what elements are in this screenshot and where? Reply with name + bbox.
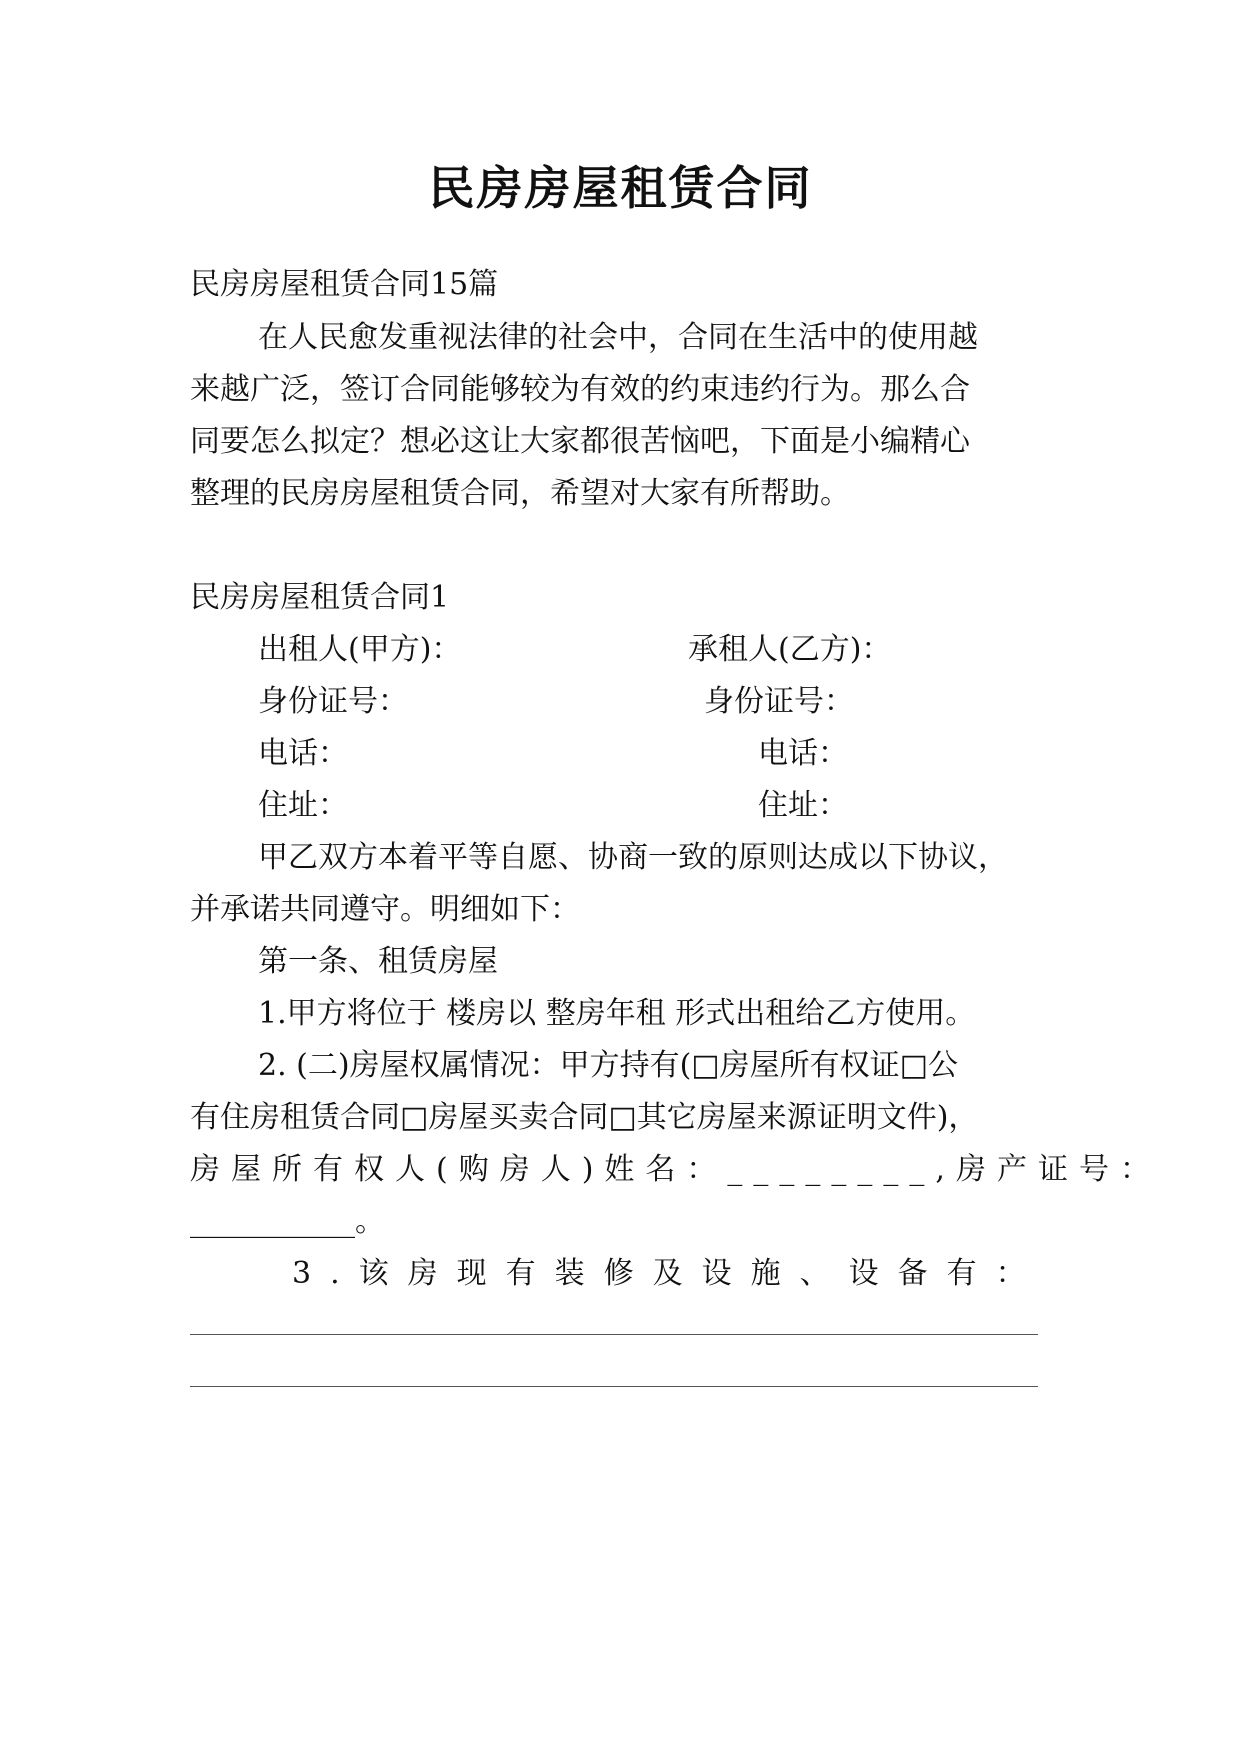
intro-line-3: 同要怎么拟定？想必这让大家都很苦恼吧，下面是小编精心 — [190, 424, 970, 459]
item-3: 3.该房现有装修及设施、设备有： — [292, 1256, 1045, 1291]
intro-line-1: 在人民愈发重视法律的社会中，合同在生活中的使用越 — [258, 320, 978, 355]
lessee-phone-label: 电话： — [758, 736, 848, 771]
item-2-line-2: 有住房租赁合同□房屋买卖合同□其它房屋来源证明文件)， — [190, 1100, 979, 1135]
blank-fill-line-2 — [190, 1386, 1038, 1387]
intro-line-2: 来越广泛，签订合同能够较为有效的约束违约行为。那么合 — [190, 372, 970, 407]
agreement-line-2: 并承诺共同遵守。明细如下： — [190, 892, 580, 927]
lessor-label: 出租人(甲方)： — [258, 632, 462, 667]
article-1-heading: 第一条、租赁房屋 — [258, 944, 498, 979]
lessee-label: 承租人(乙方)： — [688, 632, 892, 667]
lessor-id-label: 身份证号： — [258, 684, 408, 719]
lessor-address-label: 住址： — [258, 788, 348, 823]
intro-line-4: 整理的民房房屋租赁合同，希望对大家有所帮助。 — [190, 476, 850, 511]
document-title: 民房房屋租赁合同 — [428, 161, 813, 215]
agreement-line-1: 甲乙双方本着平等自愿、协商一致的原则达成以下协议， — [258, 840, 1008, 875]
item-1: 1.甲方将位于 楼房以 整房年租 形式出租给乙方使用。 — [258, 996, 976, 1031]
item-2-line-4: ___________。 — [190, 1204, 385, 1239]
item-2-line-1: 2. (二)房屋权属情况：甲方持有(□房屋所有权证□公 — [258, 1048, 958, 1083]
blank-fill-line-1 — [190, 1334, 1038, 1335]
lessee-address-label: 住址： — [758, 788, 848, 823]
lessor-phone-label: 电话： — [258, 736, 348, 771]
section-heading: 民房房屋租赁合同1 — [190, 580, 450, 615]
item-2-line-3: 房屋所有权人(购房人)姓名：________,房产证号： — [190, 1152, 1161, 1187]
lessee-id-label: 身份证号： — [704, 684, 854, 719]
subtitle: 民房房屋租赁合同15篇 — [190, 267, 499, 302]
